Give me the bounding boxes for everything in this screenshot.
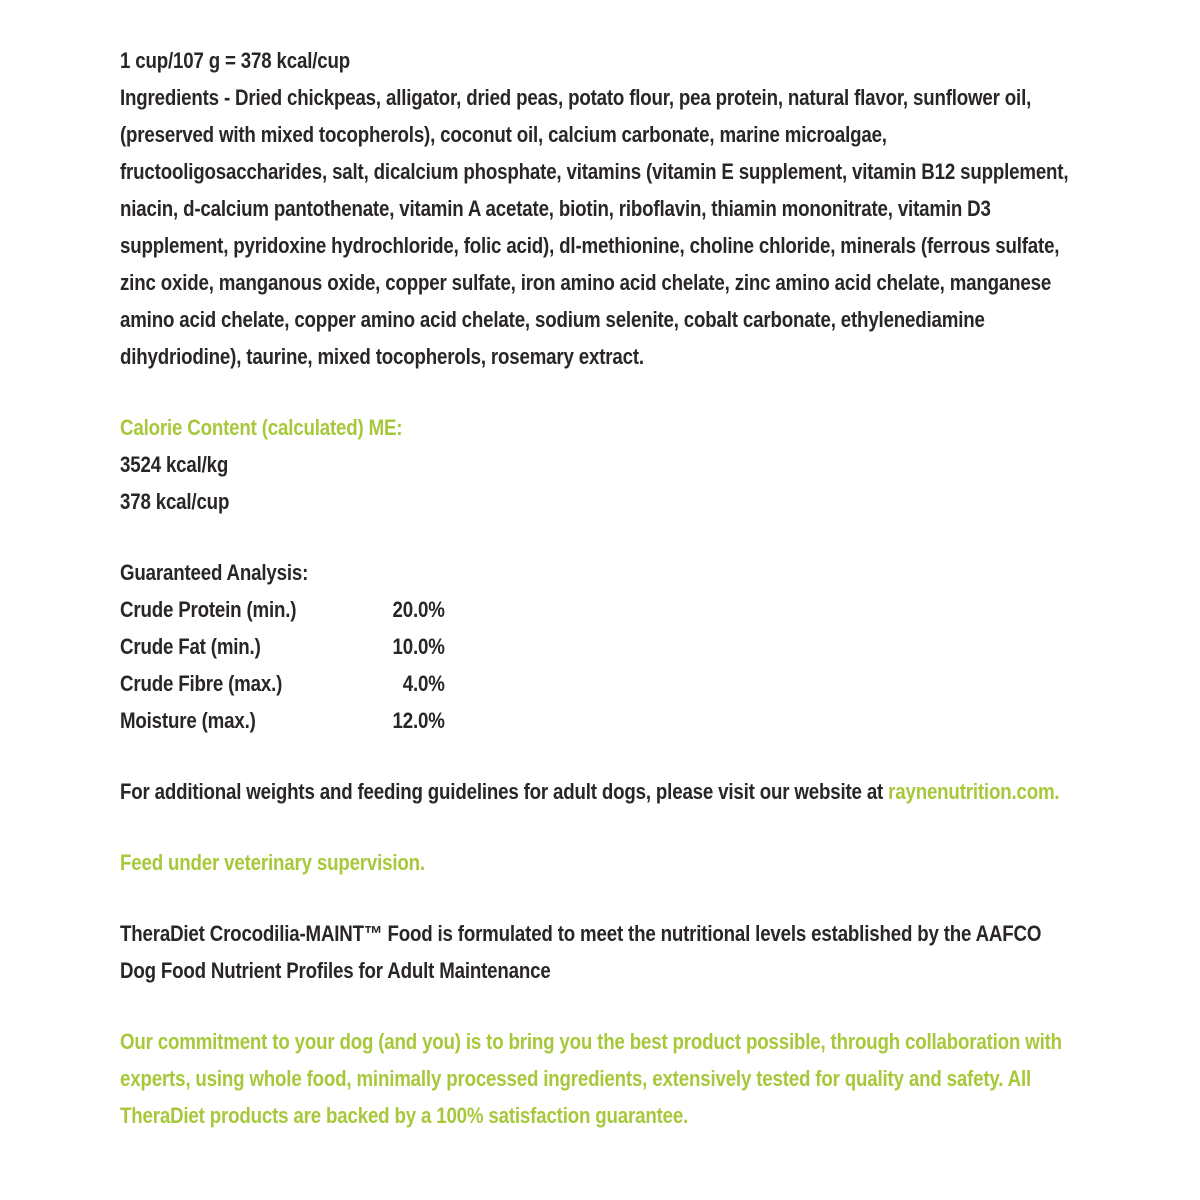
calorie-per-cup: 378 kcal/cup [120,489,230,514]
guaranteed-analysis-heading: Guaranteed Analysis: [120,560,309,585]
feeding-guidelines-note [120,773,1080,810]
pet-food-label [120,42,1080,1134]
analysis-row-value: 4.0% [402,671,445,696]
ingredients-paragraph: Ingredients - Dried chickpeas, alligator, dried peas, potato flour, pea protein, natural flavor, sunflower oil, (preserved with mixed tocopherols), coconut oil, calcium carbonate, marine microalgae, fructooligosaccharides, salt, dicalcium phosphate, vitamins (vitamin E supplement, vitamin B12 supplement, niacin, d-calcium pantothenate, vitamin A acetate, biotin, riboflavin, thiamin mononitrate, vitamin D3 supplement, pyridoxine hydrochloride, folic acid), dl-methionine, choline chloride, minerals (ferrous sulfate, zinc oxide, manganous oxide, copper sulfate, iron amino acid chelate, zinc amino acid chelate, manganese amino acid chelate, copper amino acid chelate, sodium selenite, cobalt carbonate, ethylenediamine dihydriodine), taurine, mixed tocopherols, rosemary extract. [120,85,1069,369]
analysis-row-label: Moisture (max.) [120,708,256,733]
serving-calories-line: 1 cup/107 g = 378 kcal/cup [120,48,350,73]
analysis-row-label: Crude Fibre (max.) [120,671,283,696]
analysis-row-value: 20.0% [392,597,445,622]
calorie-content-heading: Calorie Content (calculated) ME: [120,415,403,440]
analysis-row [120,591,445,628]
aafco-statement: TheraDiet Crocodilia-MAINT™ Food is formulated to meet the nutritional levels established by the AAFCO Dog Food Nutrient Profiles for Adult Maintenance [120,921,1042,983]
analysis-row-value: 12.0% [392,708,445,733]
calorie-content-section [120,409,1080,520]
guaranteed-analysis-section [120,554,1080,739]
analysis-row [120,702,445,739]
website-link: raynenutrition.com. [888,779,1060,804]
analysis-row-value: 10.0% [392,634,445,659]
analysis-row [120,628,445,665]
feeding-note-text: For additional weights and feeding guidelines for adult dogs, please visit our website at [120,779,889,804]
commitment-statement: Our commitment to your dog (and you) is to bring you the best product possible, through collaboration with experts, using whole food, minimally processed ingredients, extensively tested for quality and safety. All TheraDiet products are backed by a 100% satisfaction guarantee. [120,1029,1062,1128]
analysis-row-label: Crude Fat (min.) [120,634,261,659]
analysis-row [120,665,445,702]
analysis-row-label: Crude Protein (min.) [120,597,297,622]
supervision-note: Feed under veterinary supervision. [120,850,425,875]
calorie-per-kg: 3524 kcal/kg [120,452,229,477]
